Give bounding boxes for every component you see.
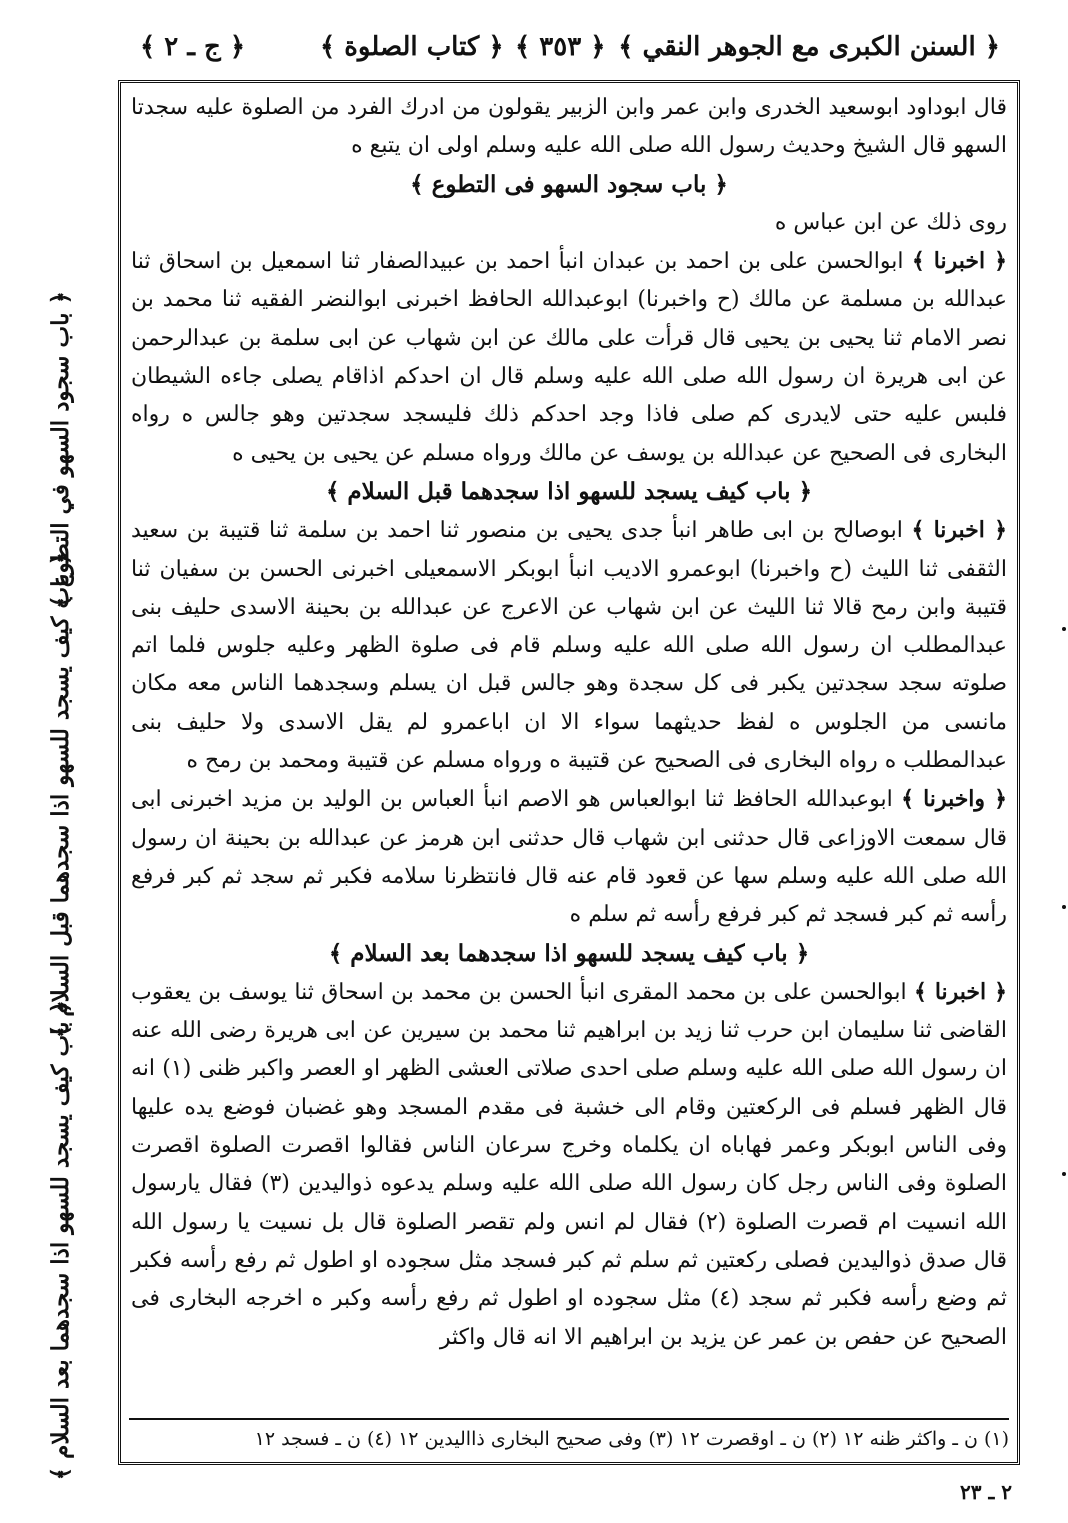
margin-label xyxy=(30,990,90,1490)
chapter-heading: ﴿ باب كيف يسجد للسهو اذا سجدهما بعد السلام ﴾ xyxy=(328,939,810,967)
narration-lead: ﴿ اخبرنا ﴾ xyxy=(913,978,1007,1005)
paragraph: روى ذلك عن ابن عباس ه xyxy=(774,209,1007,235)
chapter-heading: ﴿ باب كيف يسجد للسهو اذا سجدهما قبل السلام ﴾ xyxy=(325,477,813,505)
narration-lead: ﴿ اخبرنا ﴾ xyxy=(911,517,1007,544)
printer-signature: ٢ ـ ٢٣ xyxy=(960,1480,1013,1504)
page-number: ﴿ ٣٥٣ ﴾ xyxy=(515,32,606,62)
body-text xyxy=(131,89,1007,1357)
text-frame xyxy=(118,80,1020,1465)
scan-mark xyxy=(1062,627,1066,631)
paragraph xyxy=(131,780,1007,934)
chapter-heading: ﴿ باب سجود السهو فى التطوع ﴾ xyxy=(410,170,728,198)
paragraph-text: ابوالحسن على بن محمد المقرى انبأ الحسن بن محمد بن اسحاق ثنا يوسف بن يعقوب القاضى ثنا سليمان ابن حرب ثنا زيد بن ابراهيم ثنا محمد بن سيرين عن ابى هريرة رضى الله عنه ان رسول الله صلى الله عليه وسلم صلى احدى صلاتى العشى الظهر او العصر واكبر ظنى (١) انه قال الظهر فسلم فى الركعتين وقام الى خشبة فى مقدم المسجد وهو غضبان فوضع يده عليها وفى الناس ابوبكر وعمر فهاباه ان يكلماه وخرج سرعان الناس فقالوا اقصرت الصلوة اقصرت الصلوة وفى الناس رجل كان رسول الله صلى الله عليه وسلم يدعوه ذواليدين (٣) فقال يارسول الله انسيت ام قصرت الصلوة (٢) فقال لم انس ولم تقصر الصلوة قال بل نسيت يا رسول الله قال صدق ذواليدين فصلى ركعتين ثم سلم ثم كبر فسجد مثل سجوده او اطول ثم رفع رأسه فكبر ثم وضع رأسه فكبر ثم سجد (٤) مثل سجوده او اطول ثم رفع رأسه وكبر ه اخرجه البخارى فى الصحيح عن حفص بن عمر عن يزيد بن ابراهيم الا انه قال واكثر xyxy=(131,979,1008,1350)
narration-lead: ﴿ اخبرنا ﴾ xyxy=(911,248,1007,275)
margin-label-text: ﴿ باب كيف يسجد للسهو اذا سجدهما قبل السلام ﴾ xyxy=(46,551,74,1039)
narration-lead: ﴿ واخبرنا ﴾ xyxy=(901,786,1007,813)
paragraph: قال ابوداود ابوسعيد الخدرى وابن عمر وابن الزبير يقولون من ادرك الفرد من الصلوة عليه سجدتا السهو قال الشيخ وحديث رسول الله صلى الله عليه وسلم اولى ان يتبع ه xyxy=(131,95,1007,159)
paragraph-text: ابوصالح بن ابى طاهر انبأ جدى يحيى بن منصور ثنا احمد بن سلمة ثنا قتيبة بن سعيد الثقفى ثنا الليث (ح واخبرنا) ابوعمرو الاديب انبأ ابوبكر الاسمعيلى اخبرنى الحسن بن سفيان ثنا قتيبة وابن رمح قالا ثنا الليث عن ابن شهاب عن الاعرج عن عبدالله بن بحينة الاسدى حليف بنى عبدالمطلب ان رسول الله صلى الله عليه وسلم قام فى صلوة الظهر وعليه جلوس فلما اتم صلوته سجد سجدتين يكبر فى كل سجدة وهو جالس قبل ان يسلم وسجدهما الناس معه مكان مانسى من الجلوس ه لفظ حديثهما سواء الا ان اباعمرو لم يقل الاسدى ولا حليف بنى عبدالمطلب ه رواه البخارى فى الصحيح عن قتيبة ه ورواه مسلم عن قتيبة ومحمد بن رمح ه xyxy=(131,518,1007,774)
paragraph xyxy=(131,511,1007,780)
paragraph-text: ابوعبدالله الحافظ ثنا ابوالعباس هو الاصم انبأ العباس بن الوليد بن مزيد اخبرنى ابى قال سمعت الاوزاعى قال حدثنى ابن شهاب قال حدثنى ابن هرمز عن عبدالله بن بحينة ان رسول الله صلى الله عليه وسلم سها عن قعود قام عنه قال فانتظرنا سلامه فكبر ثم سجد ثم كبر فرفع رأسه ثم كبر فسجد ثم كبر فرفع رأسه ثم سلم ه xyxy=(131,787,1007,928)
paragraph xyxy=(131,242,1007,473)
margin-label-text: ﴿ باب كيف يسجد للسهو اذا سجدهما بعد السلام ﴾ xyxy=(46,999,74,1481)
paragraph xyxy=(131,973,1007,1357)
margin-column xyxy=(30,100,90,1485)
paragraph-text: ابوالحسن على بن احمد بن عبدان انبأ احمد بن عبيدالصفار ثنا اسمعيل بن اسحاق ثنا عبدالله بن مسلمة عن مالك (ح واخبرنا) ابوعبدالله الحافظ اخبرنى ابوالنضر الفقيه ثنا محمد بن نصر الامام ثنا يحيى بن يحيى قال قرأت على مالك عن ابن شهاب عن ابى سلمة بن عبدالرحمن عن ابى هريرة ان رسول الله صلى الله عليه وسلم قال ان احدكم اذاقام يصلى جاءه الشيطان فلبس عليه حتى لايدرى كم صلى فاذا وجد احدكم ذلك فليسجد سجدتين وهو جالس ه رواه البخارى فى الصحيح عن عبدالله بن يوسف عن مالك ورواه مسلم عن يحيى بن يحيى ه xyxy=(131,249,1007,466)
book-title: ﴿ كتاب الصلوة ﴾ xyxy=(320,32,504,62)
scan-mark xyxy=(1062,1172,1066,1176)
running-title: ﴿ السنن الكبرى مع الجوهر النقي ﴾ xyxy=(618,32,1000,62)
margin-label xyxy=(30,530,90,1060)
page-header xyxy=(120,22,1000,74)
footnotes: (١) ن ـ واكثر ظنه ١٢ (٢) ن ـ اوقصرت ١٢ (٣) وفى صحيح البخارى ذااليدين ١٢ (٤) ن ـ فسجد ١٢ xyxy=(129,1418,1009,1458)
margin-label-text: ﴿ باب سجود السهو في التطوع ﴾ xyxy=(46,291,74,609)
scan-mark xyxy=(1062,905,1066,909)
volume-number: ﴿ ج ـ ٢ ﴾ xyxy=(140,32,246,62)
